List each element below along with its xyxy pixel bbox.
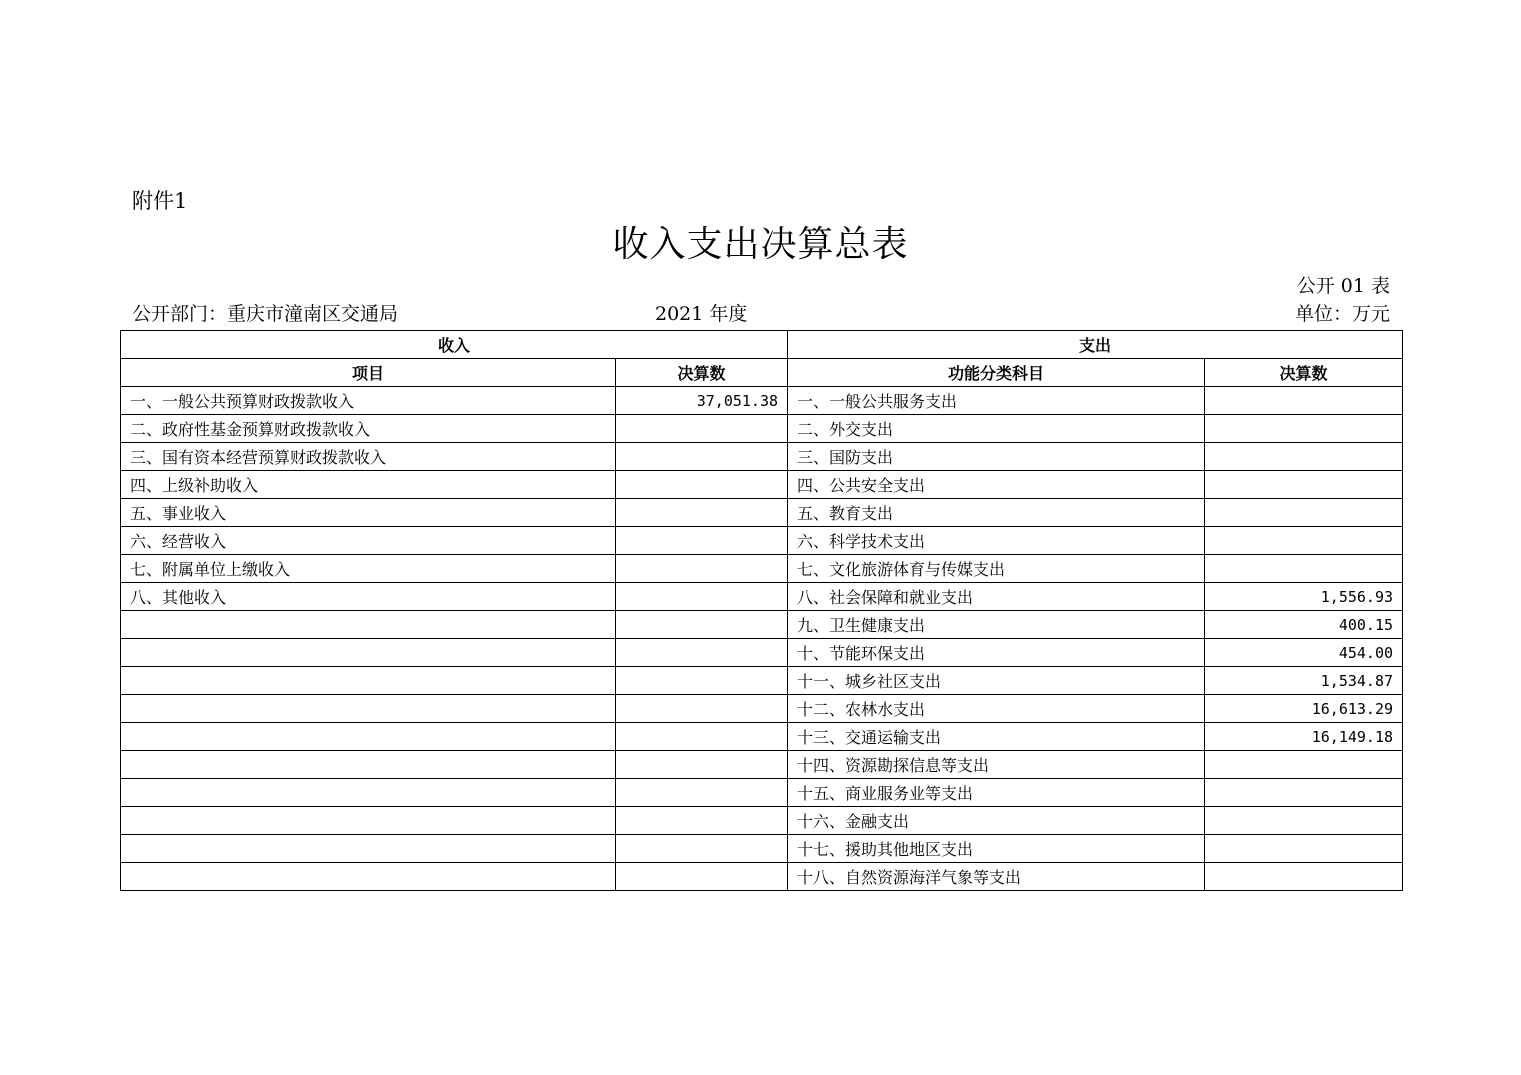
table-row <box>121 751 1403 779</box>
expense-group-header: 支出 <box>788 331 1403 359</box>
expense-amount-cell: 1,534.87 <box>1205 667 1403 695</box>
expense-amount-cell: 16,149.18 <box>1205 723 1403 751</box>
expense-item-cell: 九、卫生健康支出 <box>788 611 1205 639</box>
expense-amount-cell <box>1205 527 1403 555</box>
income-item-cell <box>121 639 616 667</box>
table-row <box>121 863 1403 891</box>
income-item-cell: 五、事业收入 <box>121 499 616 527</box>
income-item-cell: 四、上级补助收入 <box>121 471 616 499</box>
table-header <box>121 331 1403 387</box>
expense-item-cell: 二、外交支出 <box>788 415 1205 443</box>
expense-amount-cell <box>1205 779 1403 807</box>
expense-item-cell: 十七、援助其他地区支出 <box>788 835 1205 863</box>
income-group-header: 收入 <box>121 331 788 359</box>
table-row <box>121 499 1403 527</box>
table-row <box>121 667 1403 695</box>
income-item-cell <box>121 779 616 807</box>
col-header-expense-amount: 决算数 <box>1205 359 1403 387</box>
table-row <box>121 639 1403 667</box>
income-amount-cell <box>616 471 788 499</box>
department-label: 公开部门：重庆市潼南区交通局 <box>132 303 399 325</box>
table-row <box>121 723 1403 751</box>
table-row <box>121 695 1403 723</box>
expense-amount-cell <box>1205 415 1403 443</box>
expense-amount-cell: 1,556.93 <box>1205 583 1403 611</box>
table-row <box>121 583 1403 611</box>
expense-amount-cell <box>1205 471 1403 499</box>
expense-item-cell: 三、国防支出 <box>788 443 1205 471</box>
expense-amount-cell <box>1205 751 1403 779</box>
table-row <box>121 807 1403 835</box>
income-item-cell: 八、其他收入 <box>121 583 616 611</box>
expense-amount-cell <box>1205 835 1403 863</box>
expense-amount-cell <box>1205 555 1403 583</box>
table-row <box>121 835 1403 863</box>
col-header-function: 功能分类科目 <box>788 359 1205 387</box>
income-amount-cell <box>616 639 788 667</box>
attachment-label: 附件1 <box>132 189 188 213</box>
expense-item-cell: 十、节能环保支出 <box>788 639 1205 667</box>
income-item-cell: 七、附属单位上缴收入 <box>121 555 616 583</box>
income-item-cell: 一、一般公共预算财政拨款收入 <box>121 387 616 415</box>
page-title: 收入支出决算总表 <box>612 224 909 265</box>
expense-item-cell: 十五、商业服务业等支出 <box>788 779 1205 807</box>
table-row <box>121 443 1403 471</box>
expense-item-cell: 八、社会保障和就业支出 <box>788 583 1205 611</box>
income-item-cell <box>121 611 616 639</box>
income-amount-cell <box>616 415 788 443</box>
budget-table <box>120 330 1403 891</box>
income-amount-cell <box>616 443 788 471</box>
expense-amount-cell: 454.00 <box>1205 639 1403 667</box>
expense-item-cell: 十二、农林水支出 <box>788 695 1205 723</box>
table-row <box>121 555 1403 583</box>
expense-item-cell: 十一、城乡社区支出 <box>788 667 1205 695</box>
form-number: 公开 01 表 <box>1296 275 1390 297</box>
income-amount-cell <box>616 611 788 639</box>
expense-amount-cell <box>1205 387 1403 415</box>
expense-item-cell: 十六、金融支出 <box>788 807 1205 835</box>
income-amount-cell <box>616 499 788 527</box>
fiscal-year: 2021 年度 <box>655 303 748 325</box>
income-item-cell: 三、国有资本经营预算财政拨款收入 <box>121 443 616 471</box>
income-amount-cell: 37,051.38 <box>616 387 788 415</box>
income-amount-cell <box>616 835 788 863</box>
income-item-cell: 六、经营收入 <box>121 527 616 555</box>
expense-item-cell: 四、公共安全支出 <box>788 471 1205 499</box>
expense-amount-cell <box>1205 443 1403 471</box>
col-header-income-amount: 决算数 <box>616 359 788 387</box>
income-amount-cell <box>616 555 788 583</box>
income-amount-cell <box>616 583 788 611</box>
column-header-row <box>121 359 1403 387</box>
income-amount-cell <box>616 667 788 695</box>
expense-amount-cell <box>1205 499 1403 527</box>
expense-item-cell: 十四、资源勘探信息等支出 <box>788 751 1205 779</box>
group-header-row <box>121 331 1403 359</box>
income-item-cell <box>121 863 616 891</box>
expense-amount-cell <box>1205 807 1403 835</box>
income-amount-cell <box>616 863 788 891</box>
income-item-cell <box>121 807 616 835</box>
unit-label: 单位：万元 <box>1294 303 1390 325</box>
income-item-cell <box>121 667 616 695</box>
expense-amount-cell: 400.15 <box>1205 611 1403 639</box>
income-amount-cell <box>616 751 788 779</box>
expense-item-cell: 一、一般公共服务支出 <box>788 387 1205 415</box>
table-row <box>121 471 1403 499</box>
income-amount-cell <box>616 723 788 751</box>
table-row <box>121 611 1403 639</box>
income-amount-cell <box>616 807 788 835</box>
income-amount-cell <box>616 779 788 807</box>
expense-item-cell: 十八、自然资源海洋气象等支出 <box>788 863 1205 891</box>
col-header-item: 项目 <box>121 359 616 387</box>
income-item-cell <box>121 723 616 751</box>
income-item-cell <box>121 695 616 723</box>
expense-item-cell: 五、教育支出 <box>788 499 1205 527</box>
expense-item-cell: 十三、交通运输支出 <box>788 723 1205 751</box>
income-item-cell <box>121 835 616 863</box>
income-amount-cell <box>616 527 788 555</box>
table-row <box>121 527 1403 555</box>
table-row <box>121 779 1403 807</box>
table-body <box>121 387 1403 891</box>
income-amount-cell <box>616 695 788 723</box>
table-row <box>121 387 1403 415</box>
expense-item-cell: 七、文化旅游体育与传媒支出 <box>788 555 1205 583</box>
expense-item-cell: 六、科学技术支出 <box>788 527 1205 555</box>
table-row <box>121 415 1403 443</box>
expense-amount-cell: 16,613.29 <box>1205 695 1403 723</box>
income-item-cell <box>121 751 616 779</box>
expense-amount-cell <box>1205 863 1403 891</box>
income-item-cell: 二、政府性基金预算财政拨款收入 <box>121 415 616 443</box>
